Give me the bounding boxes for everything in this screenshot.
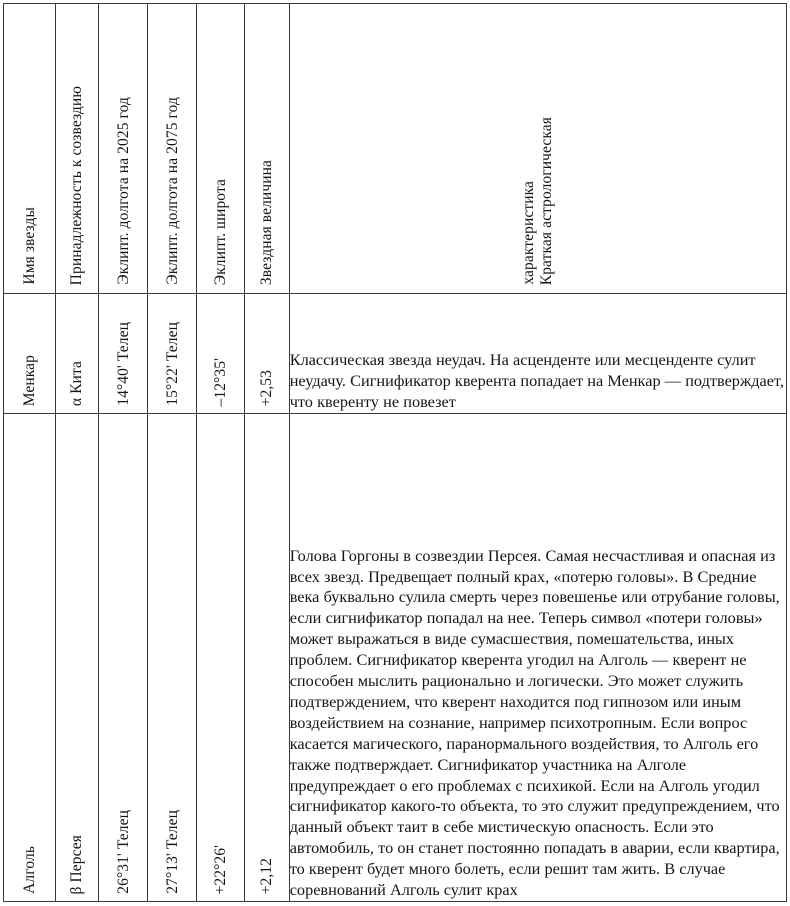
header-label-star-name: Имя звезды <box>20 207 38 285</box>
value-longitude-2075: 27°13' Телец <box>163 810 181 894</box>
cell-longitude-2075 <box>148 294 197 414</box>
cell-magnitude <box>244 294 289 414</box>
cell-magnitude <box>244 414 289 902</box>
header-label-magnitude: Звездная величина <box>257 159 275 285</box>
table-row <box>4 294 787 414</box>
cell-star-name <box>4 414 56 902</box>
value-star-name: Алголь <box>20 846 38 894</box>
value-longitude-2025: 26°31' Телец <box>114 810 132 894</box>
header-cell-longitude-2075 <box>148 4 197 294</box>
value-constellation: β Персея <box>68 834 86 894</box>
cell-longitude-2025 <box>99 294 148 414</box>
header-cell-longitude-2025 <box>99 4 148 294</box>
table-header-row <box>4 4 787 294</box>
cell-constellation <box>56 414 99 902</box>
value-latitude: +22°26' <box>211 844 229 894</box>
cell-longitude-2075 <box>148 414 197 902</box>
header-label-description-line2: характеристика <box>519 181 537 285</box>
header-label-longitude-2075: Эклипт. долгота на 2075 год <box>163 97 181 285</box>
header-cell-magnitude <box>244 4 289 294</box>
value-star-name: Менкар <box>20 354 38 406</box>
value-description: Голова Горгоны в созвездии Персея. Самая несчастливая и опасная из всех звезд. Предвещает полный крах, «потерю головы». В Средние века буквально сулила смерть через повешенье или отрубание головы, если сигнификатор попадал на нее. Теперь символ «потери головы» может выражаться в виде сумасшествия, помешательства, иных проблем. Сигнификатор кверента угодил на Алголь — кверент не способен мыслить рационально и логически. Это может служить подтверждением, что кверент находится под гипнозом или иным воздействием на сознание, например психотропным. Если вопрос касается магического, паранормального воздействия, то Алголь его также подтверждает. Сигнификатор участника на Алголе предупреждает о его проблемах с психикой. Если на Алголь угодил сигнификатор какого-то объекта, то это служит предупреждением, что данный объект таит в себе мистическую опасность. Если это автомобиль, то он станет постоянно попадать в аварии, если квартира, то кверент будет много болеть, если решит там жить. В случае соревнований Алголь сулит крах <box>289 545 780 900</box>
value-magnitude: +2,12 <box>257 857 275 894</box>
cell-description <box>289 294 786 414</box>
value-magnitude: +2,53 <box>257 369 275 406</box>
header-cell-description <box>289 4 786 294</box>
value-description: Классическая звезда неудач. На асценденте или месценденте сулит неудачу. Сигнификатор кверента попадает на Менкар — подтверждает, что кверенту не повезет <box>289 350 784 412</box>
header-label-latitude: Эклипт. широта <box>211 178 229 285</box>
header-cell-constellation <box>56 4 99 294</box>
header-label-description-line1: Краткая астрологическая <box>538 116 556 285</box>
cell-description <box>289 414 786 902</box>
cell-longitude-2025 <box>99 414 148 902</box>
value-constellation: α Кита <box>68 360 86 406</box>
table-row <box>4 414 787 902</box>
cell-latitude <box>197 294 244 414</box>
cell-constellation <box>56 294 99 414</box>
header-label-constellation: Принадлежность к созвездию <box>68 85 86 285</box>
header-cell-latitude <box>197 4 244 294</box>
value-longitude-2025: 14°40' Телец <box>114 322 132 406</box>
cell-star-name <box>4 294 56 414</box>
page-sheet <box>0 3 790 906</box>
header-label-longitude-2025: Эклипт. долгота на 2025 год <box>114 97 132 285</box>
value-latitude: –12°35' <box>211 357 229 406</box>
value-longitude-2075: 15°22' Телец <box>163 322 181 406</box>
fixed-stars-table <box>3 3 787 902</box>
header-cell-star-name <box>4 4 56 294</box>
cell-latitude <box>197 414 244 902</box>
